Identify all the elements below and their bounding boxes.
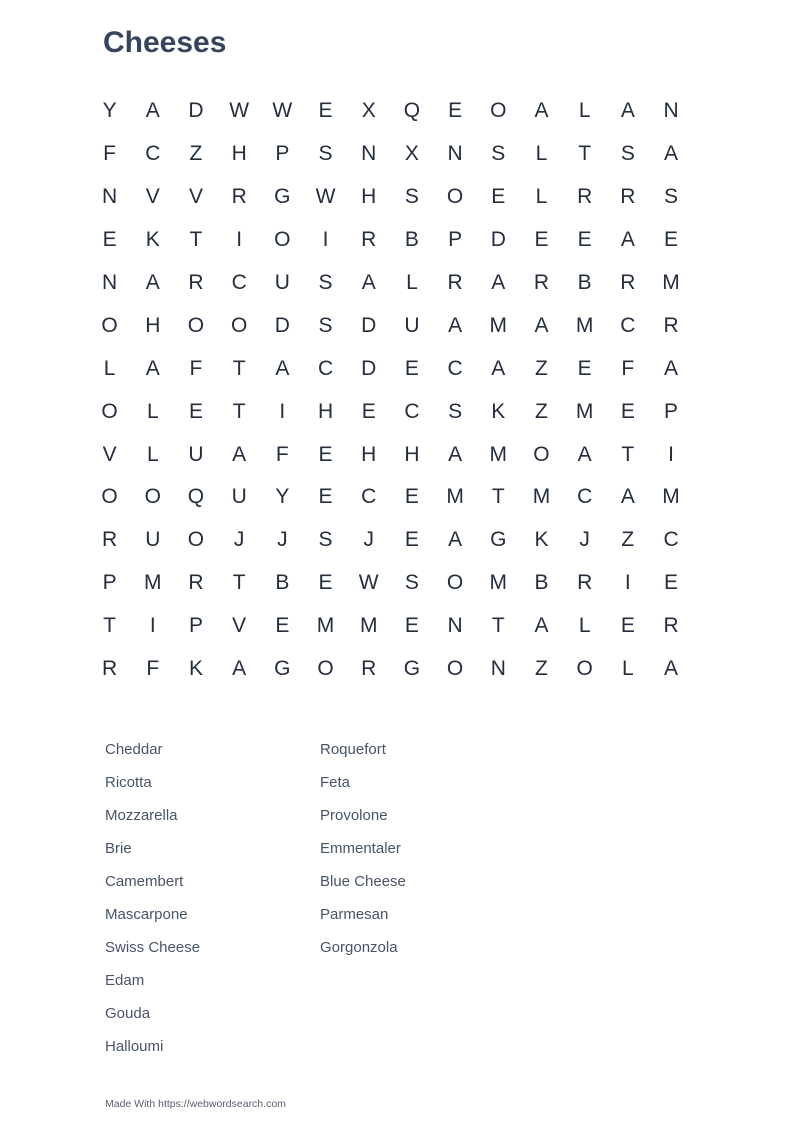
grid-letter-r4-c12: E xyxy=(577,228,592,252)
grid-letter-r11-c11: K xyxy=(534,528,549,552)
grid-letter-r2-c13: S xyxy=(620,142,635,166)
grid-letter-r13-c12: L xyxy=(578,614,591,638)
word-list-item: Provolone xyxy=(320,807,388,824)
grid-letter-r12-c6: E xyxy=(318,571,333,595)
grid-letter-r4-c2: K xyxy=(145,228,160,252)
grid-letter-r8-c11: Z xyxy=(535,399,548,423)
grid-letter-r4-c6: I xyxy=(322,228,329,252)
grid-letter-r12-c2: M xyxy=(144,571,162,595)
grid-letter-r4-c9: P xyxy=(448,228,463,252)
grid-letter-r7-c1: L xyxy=(103,356,116,380)
grid-letter-r1-c8: Q xyxy=(403,99,421,123)
grid-letter-r7-c14: A xyxy=(664,356,679,380)
grid-letter-r3-c3: V xyxy=(188,185,203,209)
grid-letter-r3-c4: R xyxy=(231,185,247,209)
grid-letter-r5-c5: U xyxy=(274,271,290,294)
grid-letter-r11-c9: A xyxy=(448,528,463,552)
grid-letter-r13-c13: E xyxy=(620,614,635,638)
grid-letter-r4-c1: E xyxy=(102,228,117,252)
grid-letter-r6-c9: A xyxy=(448,313,463,337)
grid-letter-r14-c13: L xyxy=(622,657,634,681)
grid-letter-r5-c14: M xyxy=(662,271,680,294)
grid-letter-r3-c14: S xyxy=(664,185,679,209)
word-list-item: Roquefort xyxy=(320,741,386,758)
grid-letter-r1-c9: E xyxy=(448,99,463,123)
grid-letter-r3-c12: R xyxy=(577,185,593,209)
grid-letter-r14-c4: A xyxy=(232,657,247,681)
grid-letter-r8-c14: P xyxy=(664,399,679,423)
word-list-item: Mozzarella xyxy=(105,807,178,824)
grid-letter-r12-c14: E xyxy=(664,571,679,595)
grid-letter-r13-c3: P xyxy=(188,614,203,638)
grid-letter-r1-c13: A xyxy=(620,99,635,123)
grid-letter-r10-c3: Q xyxy=(187,485,205,509)
grid-letter-r14-c11: Z xyxy=(535,657,548,681)
grid-letter-r14-c7: R xyxy=(361,657,377,681)
grid-letter-r11-c7: J xyxy=(363,528,374,552)
grid-letter-r9-c4: A xyxy=(232,442,247,466)
grid-letter-r5-c3: R xyxy=(188,271,204,294)
grid-letter-r5-c4: C xyxy=(231,271,247,294)
grid-letter-r11-c13: Z xyxy=(621,528,635,552)
grid-letter-r5-c7: A xyxy=(361,271,376,294)
word-list-item: Blue Cheese xyxy=(320,873,406,890)
grid-letter-r13-c1: T xyxy=(103,614,116,638)
grid-letter-r6-c12: M xyxy=(575,313,594,337)
grid-letter-r13-c7: M xyxy=(359,614,378,638)
grid-letter-r4-c8: B xyxy=(404,228,419,252)
grid-letter-r14-c8: G xyxy=(403,657,421,681)
grid-letter-r2-c14: A xyxy=(664,142,679,166)
grid-letter-r7-c8: E xyxy=(404,356,419,380)
grid-letter-r11-c1: R xyxy=(102,528,118,552)
grid-letter-r5-c9: R xyxy=(447,271,463,294)
grid-letter-r12-c3: R xyxy=(188,571,204,595)
grid-letter-r2-c8: X xyxy=(404,142,419,166)
grid-letter-r10-c12: C xyxy=(577,485,593,509)
grid-letter-r13-c9: N xyxy=(447,614,463,638)
grid-letter-r6-c5: D xyxy=(274,313,290,337)
word-list-item: Gouda xyxy=(105,1005,151,1022)
grid-letter-r3-c7: H xyxy=(361,185,377,209)
grid-letter-r10-c2: O xyxy=(144,485,161,509)
grid-letter-r7-c9: C xyxy=(447,356,463,380)
grid-letter-r9-c7: H xyxy=(361,442,377,466)
grid-letter-r7-c7: D xyxy=(361,356,377,380)
grid-letter-r7-c6: C xyxy=(317,356,334,380)
grid-letter-r3-c10: E xyxy=(491,185,506,209)
grid-letter-r4-c13: A xyxy=(620,228,635,252)
grid-letter-r10-c1: O xyxy=(101,485,118,509)
grid-letter-r10-c10: T xyxy=(491,485,505,509)
grid-letter-r11-c6: S xyxy=(318,528,333,552)
grid-letter-r5-c6: S xyxy=(318,271,333,294)
grid-letter-r6-c13: C xyxy=(620,313,636,337)
grid-letter-r7-c3: F xyxy=(189,356,203,380)
grid-letter-r8-c13: E xyxy=(620,399,635,423)
grid-letter-r6-c6: S xyxy=(318,313,333,337)
grid-letter-r8-c3: E xyxy=(188,399,203,423)
word-list-item: Mascarpone xyxy=(105,906,188,923)
word-list xyxy=(105,733,535,1063)
grid-letter-r12-c4: T xyxy=(232,571,246,595)
grid-letter-r9-c11: O xyxy=(533,442,550,466)
grid-letter-r7-c4: T xyxy=(232,356,246,380)
word-list-item: Edam xyxy=(105,972,145,989)
grid-letter-r13-c10: T xyxy=(491,614,505,638)
word-list-item: Halloumi xyxy=(105,1038,164,1055)
grid-letter-r6-c4: O xyxy=(230,313,248,337)
grid-letter-r9-c13: T xyxy=(621,442,635,466)
grid-letter-r8-c2: L xyxy=(146,399,159,423)
grid-letter-r6-c3: O xyxy=(187,313,205,337)
grid-letter-r8-c9: S xyxy=(448,399,463,423)
grid-letter-r12-c1: P xyxy=(102,571,117,595)
grid-letter-r7-c12: E xyxy=(577,356,592,380)
grid-letter-r14-c12: O xyxy=(576,657,593,681)
grid-letter-r11-c8: E xyxy=(404,528,419,552)
word-list-item: Camembert xyxy=(105,873,184,890)
grid-letter-r11-c12: J xyxy=(579,528,590,552)
grid-letter-r4-c10: D xyxy=(490,228,506,252)
grid-letter-r12-c9: O xyxy=(446,571,464,595)
grid-letter-r10-c7: C xyxy=(361,485,377,509)
grid-letter-r8-c5: I xyxy=(279,399,286,423)
grid-letter-r1-c14: N xyxy=(663,99,679,123)
word-list-item: Parmesan xyxy=(320,906,389,923)
grid-letter-r1-c11: A xyxy=(534,99,549,123)
grid-letter-r2-c3: Z xyxy=(189,142,203,166)
grid-letter-r9-c5: F xyxy=(275,442,289,466)
grid-letter-r4-c3: T xyxy=(189,228,203,252)
grid-letter-r11-c14: C xyxy=(663,528,679,552)
grid-letter-r3-c11: L xyxy=(535,185,548,209)
grid-letter-r10-c6: E xyxy=(318,485,333,509)
grid-letter-r4-c5: O xyxy=(274,228,291,252)
grid-letter-r13-c4: V xyxy=(232,614,247,638)
grid-letter-r9-c8: H xyxy=(404,442,420,466)
word-list-item: Swiss Cheese xyxy=(105,939,201,956)
grid-letter-r4-c14: E xyxy=(664,228,679,252)
grid-letter-r6-c14: R xyxy=(663,313,679,337)
grid-letter-r2-c1: F xyxy=(103,142,116,166)
grid-letter-r7-c2: A xyxy=(145,356,160,380)
word-list-item: Emmentaler xyxy=(320,840,401,857)
grid-letter-r4-c11: E xyxy=(534,228,549,252)
grid-letter-r10-c14: M xyxy=(662,485,680,509)
grid-letter-r12-c10: M xyxy=(489,571,508,595)
grid-letter-r5-c13: R xyxy=(620,271,636,294)
grid-letter-r6-c7: D xyxy=(361,313,377,337)
grid-letter-r2-c12: T xyxy=(578,142,592,166)
word-list-column-2 xyxy=(320,733,535,1063)
grid-letter-r11-c5: J xyxy=(277,528,288,552)
grid-letter-r7-c5: A xyxy=(275,356,290,380)
grid-letter-r14-c10: N xyxy=(490,657,506,681)
grid-letter-r1-c10: O xyxy=(490,99,507,123)
grid-letter-r12-c8: S xyxy=(404,571,419,595)
grid-letter-r2-c5: P xyxy=(275,142,290,166)
page-title: Cheeses xyxy=(103,26,227,59)
grid-letter-r9-c2: L xyxy=(146,442,159,466)
grid-letter-r13-c11: A xyxy=(534,614,549,638)
grid-letter-r2-c2: C xyxy=(145,142,161,166)
grid-letter-r12-c5: B xyxy=(275,571,290,595)
grid-letter-r10-c11: M xyxy=(532,485,551,509)
grid-letter-r7-c13: F xyxy=(621,356,635,380)
grid-letter-r5-c8: L xyxy=(406,271,418,294)
grid-letter-r11-c4: J xyxy=(233,528,245,552)
grid-letter-r10-c8: E xyxy=(404,485,419,509)
grid-letter-r13-c5: E xyxy=(275,614,290,638)
grid-letter-r10-c13: A xyxy=(620,485,635,509)
grid-letter-r1-c3: D xyxy=(188,99,204,123)
grid-letter-r1-c5: W xyxy=(272,99,293,123)
grid-letter-r3-c8: S xyxy=(404,185,419,209)
grid-letter-r14-c5: G xyxy=(274,657,291,681)
grid-letter-r10-c5: Y xyxy=(275,485,290,509)
grid-letter-r1-c6: E xyxy=(318,99,333,123)
grid-letter-r1-c1: Y xyxy=(102,99,117,123)
grid-letter-r7-c11: Z xyxy=(535,356,548,380)
credit-footer: Made With https://webwordsearch.com xyxy=(105,1098,286,1110)
grid-letter-r9-c10: M xyxy=(489,442,508,466)
grid-letter-r3-c2: V xyxy=(145,185,160,209)
grid-letter-r12-c11: B xyxy=(534,571,549,595)
word-list-item: Gorgonzola xyxy=(320,939,398,956)
word-list-item: Ricotta xyxy=(105,774,152,791)
grid-letter-r12-c12: R xyxy=(577,571,593,595)
grid-letter-r13-c8: E xyxy=(404,614,419,638)
grid-letter-r8-c10: K xyxy=(491,399,506,423)
grid-letter-r12-c7: W xyxy=(358,571,379,595)
grid-letter-r8-c6: H xyxy=(317,399,334,423)
grid-letter-r6-c10: M xyxy=(489,313,508,337)
grid-letter-r5-c11: R xyxy=(533,271,550,294)
grid-letter-r14-c3: K xyxy=(188,657,203,681)
grid-letter-r9-c3: U xyxy=(188,442,204,466)
grid-letter-r2-c7: N xyxy=(361,142,377,166)
grid-letter-r10-c9: M xyxy=(446,485,464,509)
word-list-column-1 xyxy=(105,733,320,1063)
grid-letter-r11-c10: G xyxy=(490,528,507,552)
grid-letter-r13-c14: R xyxy=(663,614,679,638)
grid-letter-r13-c6: M xyxy=(316,614,335,638)
grid-letter-r9-c9: A xyxy=(448,442,463,466)
grid-letter-r2-c11: L xyxy=(535,142,548,166)
grid-letter-r8-c1: O xyxy=(101,399,118,423)
grid-letter-r8-c12: M xyxy=(575,399,594,423)
grid-letter-r5-c12: B xyxy=(577,271,592,294)
grid-letter-r13-c2: I xyxy=(149,614,156,638)
grid-letter-r6-c1: O xyxy=(101,313,118,337)
grid-letter-r5-c1: N xyxy=(102,271,118,294)
grid-letter-r14-c14: A xyxy=(664,657,679,681)
grid-letter-r4-c4: I xyxy=(236,228,243,252)
word-list-item: Brie xyxy=(105,840,132,857)
grid-letter-r2-c4: H xyxy=(231,142,247,166)
grid-letter-r8-c7: E xyxy=(361,399,376,423)
word-search-grid xyxy=(88,90,693,690)
grid-letter-r3-c9: O xyxy=(446,185,464,209)
word-list-item: Feta xyxy=(320,774,351,791)
grid-letter-r14-c9: O xyxy=(446,657,464,681)
grid-letter-r11-c2: U xyxy=(145,528,161,552)
grid-letter-r2-c9: N xyxy=(447,142,463,166)
word-list-item: Cheddar xyxy=(105,741,163,758)
grid-letter-r3-c5: G xyxy=(274,185,291,209)
grid-letter-r8-c4: T xyxy=(232,399,246,423)
grid-letter-r14-c2: F xyxy=(146,657,160,681)
grid-letter-r3-c6: W xyxy=(315,185,336,209)
grid-letter-r3-c13: R xyxy=(620,185,636,209)
grid-letter-r6-c8: U xyxy=(404,313,420,337)
grid-letter-r8-c8: C xyxy=(404,399,420,423)
grid-letter-r2-c6: S xyxy=(318,142,333,166)
grid-letter-r14-c1: R xyxy=(102,657,118,681)
grid-letter-r11-c3: O xyxy=(187,528,205,552)
grid-letter-r7-c10: A xyxy=(491,356,506,380)
grid-letter-r9-c6: E xyxy=(318,442,333,466)
grid-letter-r2-c10: S xyxy=(491,142,506,166)
grid-letter-r3-c1: N xyxy=(102,185,118,209)
grid-letter-r6-c11: A xyxy=(534,313,549,337)
grid-letter-r1-c4: W xyxy=(229,99,250,123)
grid-letter-r9-c12: A xyxy=(577,442,592,466)
grid-letter-r1-c12: L xyxy=(578,99,591,123)
grid-letter-r14-c6: O xyxy=(317,657,334,681)
grid-letter-r4-c7: R xyxy=(361,228,377,252)
grid-letter-r12-c13: I xyxy=(624,571,631,595)
grid-letter-r9-c1: V xyxy=(102,442,117,466)
grid-letter-r6-c2: H xyxy=(145,313,161,337)
grid-letter-r5-c10: A xyxy=(491,271,506,294)
grid-letter-r9-c14: I xyxy=(668,442,674,466)
grid-letter-r1-c2: A xyxy=(145,99,160,123)
grid-letter-r10-c4: U xyxy=(231,485,247,509)
grid-letter-r5-c2: A xyxy=(145,271,160,294)
grid-letter-r1-c7: X xyxy=(361,99,376,123)
